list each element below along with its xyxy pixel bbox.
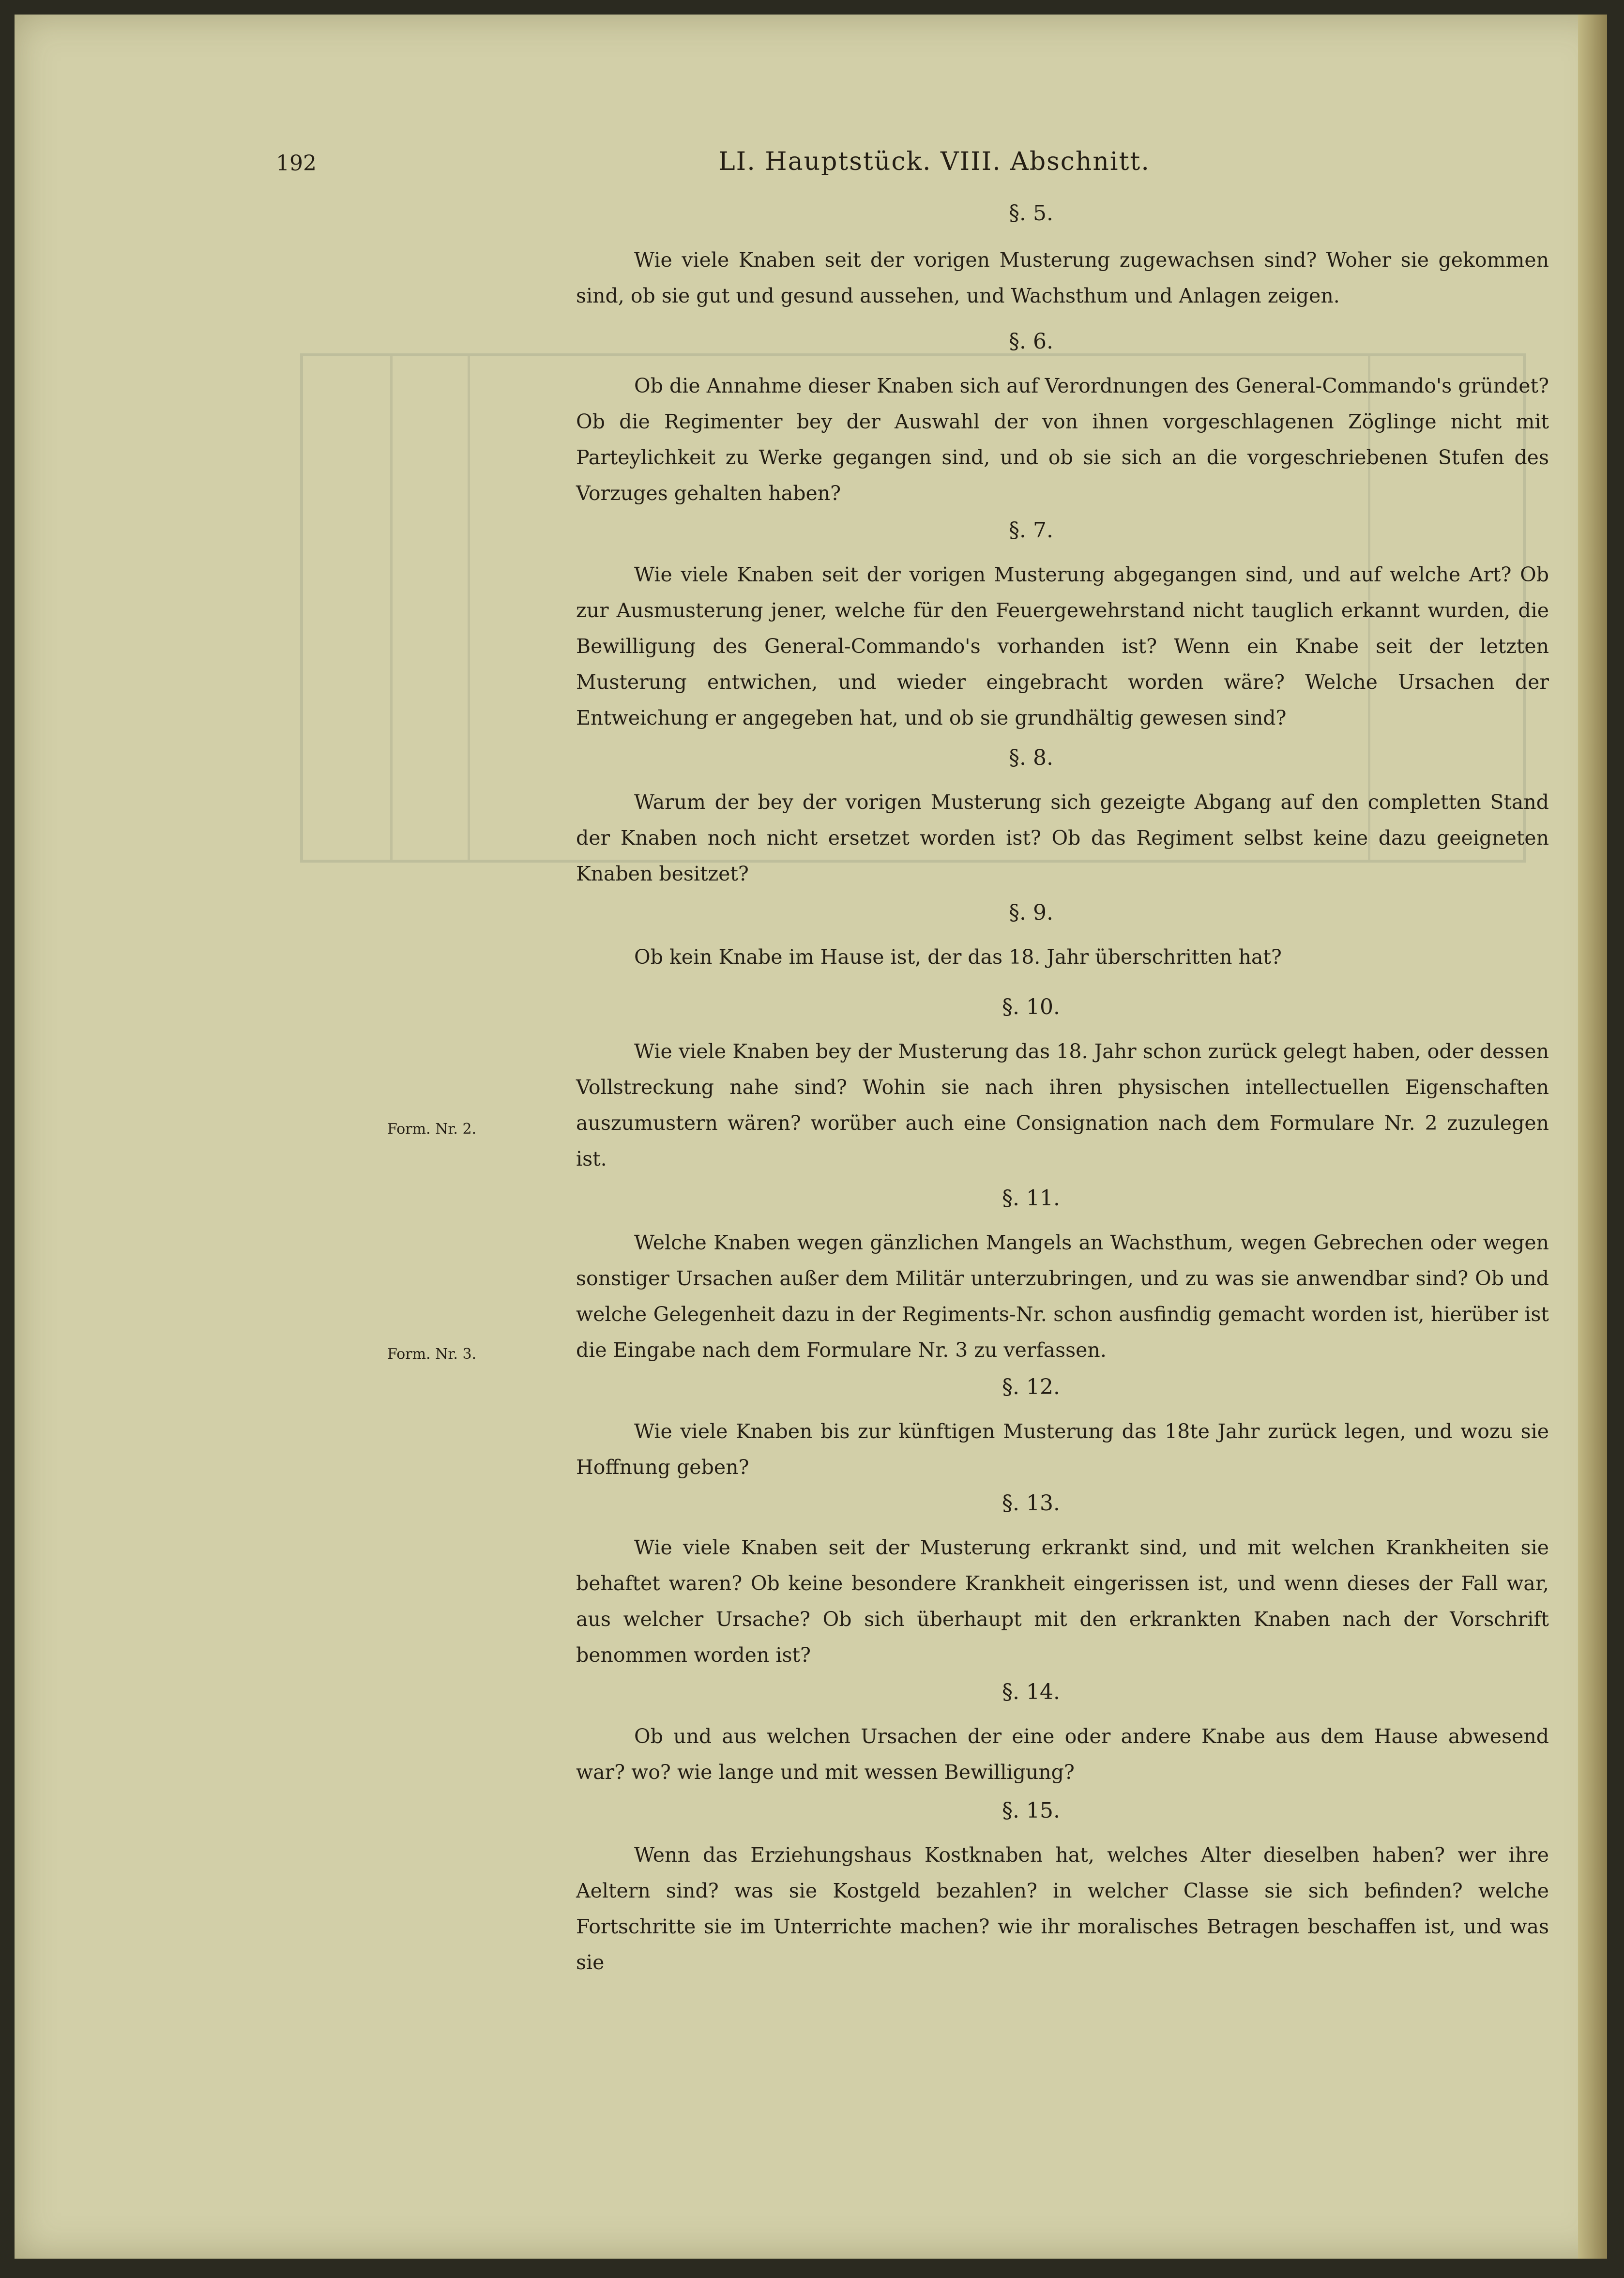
margin-note: Form. Nr. 2.	[387, 1121, 477, 1138]
section-text: Ob und aus welchen Ursachen der eine oder andere Knabe aus dem Hause abwesend war? wo? wie lange und mit wessen Bewilligung?	[576, 1725, 1549, 1784]
page-number: 192	[276, 151, 317, 176]
section-mark: §. 10.	[1002, 995, 1060, 1019]
section-text: Wie viele Knaben seit der vorigen Musterung zugewachsen sind? Woher sie gekommen sind, ob sie gut und gesund aussehen, und Wachsthum und Anlagen zeigen.	[576, 248, 1549, 307]
section-mark: §. 13.	[1002, 1491, 1060, 1516]
section-text: Wie viele Knaben bey der Musterung das 18. Jahr schon zurück gelegt haben, oder dessen Vollstreckung nahe sind? Wohin sie nach ihren physischen intellectuellen Eigenschaften auszumustern wären? worüber auch eine Consignation nach dem Formulare Nr. 2 zuzulegen ist.	[576, 1040, 1549, 1170]
book-page	[15, 15, 1607, 2259]
section-mark: §. 7.	[1009, 518, 1053, 543]
section-text: Wenn das Erziehungshaus Kostknaben hat, welches Alter dieselben haben? wer ihre Aeltern sind? was sie Kostgeld bezahlen? in welcher Classe sie sich befinden? welche Fortschritte sie im Unterrichte machen? wie ihr moralisches Betragen beschaffen ist, und was sie	[576, 1843, 1549, 1974]
section-text: Ob kein Knabe im Hause ist, der das 18. Jahr überschritten hat?	[634, 945, 1282, 969]
section-mark: §. 5.	[1009, 201, 1053, 226]
page-edge	[1578, 15, 1607, 2259]
section-mark: §. 14.	[1002, 1680, 1060, 1704]
margin-note: Form. Nr. 3.	[387, 1346, 477, 1363]
section-text: Wie viele Knaben seit der Musterung erkrankt sind, und mit welchen Krankheiten sie behaftet waren? Ob keine besondere Krankheit eingerissen ist, und wenn dieses der Fall war, aus welcher Ursache? Ob sich überhaupt mit den erkrankten Knaben nach der Vorschrift benommen worden ist?	[576, 1536, 1549, 1667]
section-text: Wie viele Knaben seit der vorigen Musterung abgegangen sind, und auf welche Art? Ob zur Ausmusterung jener, welche für den Feuergewehrstand nicht tauglich erkannt wurden, die Bewilligung des General-Commando's vorhanden ist? Wenn ein Knabe seit der letzten Musterung entwichen, und wieder eingebracht worden wäre? Welche Ursachen der Entweichung er angegeben hat, und ob sie grundhältig gewesen sind?	[576, 563, 1549, 729]
section-mark: §. 9.	[1009, 900, 1053, 925]
section-text: Wie viele Knaben bis zur künftigen Musterung das 18te Jahr zurück legen, und wozu sie Hoffnung geben?	[576, 1420, 1549, 1479]
section-text: Ob die Annahme dieser Knaben sich auf Verordnungen des General-Commando's gründet? Ob die Regimenter bey der Auswahl der von ihnen vorgeschlagenen Zöglinge nicht mit Partеylichkeit zu Werke gegangen sind, und ob sie sich an die vorgeschriebenen Stufen des Vorzuges gehalten haben?	[576, 374, 1549, 505]
section-mark: §. 15.	[1002, 1798, 1060, 1823]
section-mark: §. 12.	[1002, 1375, 1060, 1399]
running-head: LI. Hauptstück. VIII. Abschnitt.	[718, 147, 1150, 176]
section-mark: §. 6.	[1009, 329, 1053, 354]
section-text: Warum der bey der vorigen Musterung sich gezeigte Abgang auf den completten Stand der Knaben noch nicht ersetzet worden ist? Ob das Regiment selbst keine dazu geeigneten Knaben besitzet?	[576, 790, 1549, 885]
section-text: Welche Knaben wegen gänzlichen Mangels an Wachsthum, wegen Gebrechen oder wegen sonstiger Ursachen außer dem Militär unterzubringen, und zu was sie anwendbar sind? Ob und welche Gelegenheit dazu in der Regiments-Nr. schon ausfindig gemacht worden ist, hierüber ist die Eingabe nach dem Formulare Nr. 3 zu verfassen.	[576, 1231, 1549, 1362]
section-mark: §. 11.	[1002, 1186, 1060, 1211]
section-mark: §. 8.	[1009, 745, 1053, 770]
